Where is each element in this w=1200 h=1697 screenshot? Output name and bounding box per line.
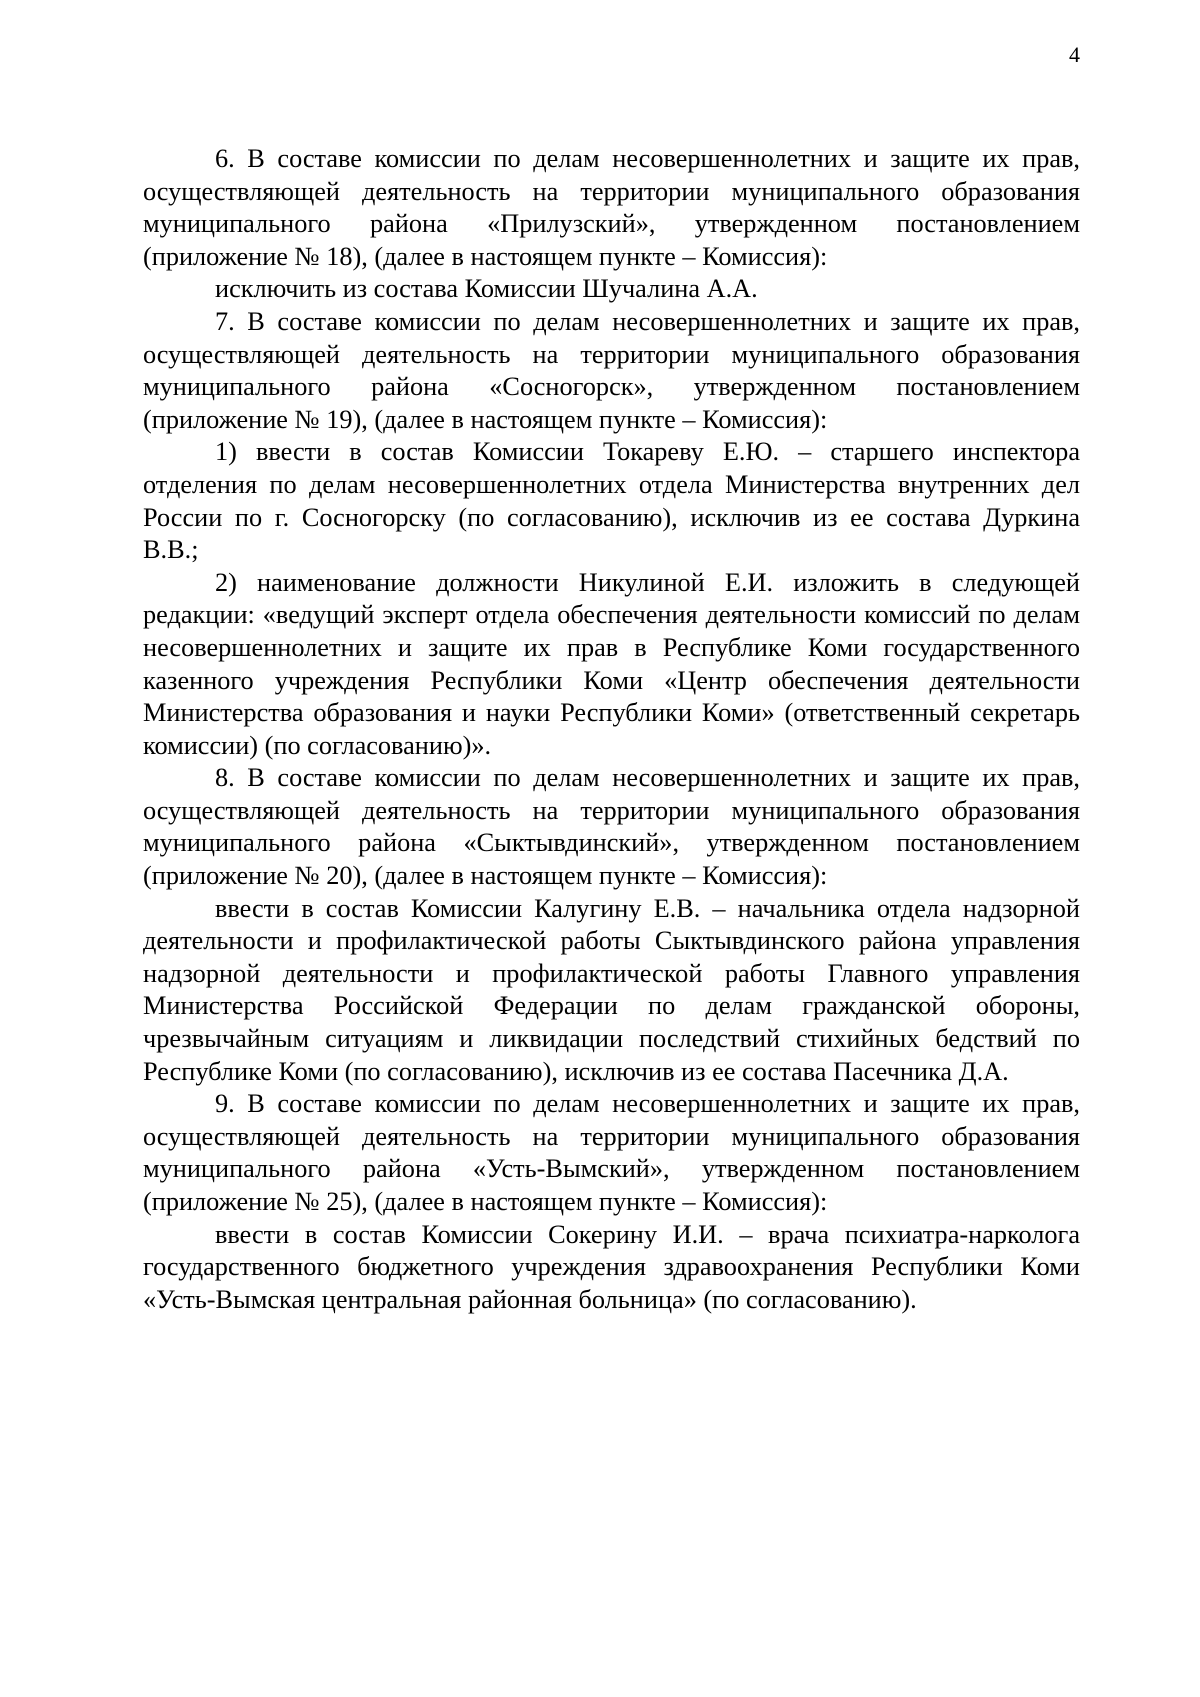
document-body bbox=[143, 143, 1080, 1316]
paragraph-8: 8. В составе комиссии по делам несовершеннолетних и защите их прав, осуществляющей деятельность на территории муниципального образования муниципального района «Сыктывдинский», утвержденном постановлением (приложение № 20), (далее в настоящем пункте – Комиссия): bbox=[143, 763, 1080, 891]
page-number: 4 bbox=[1069, 42, 1080, 67]
paragraph-7-item-1: 1) ввести в состав Комиссии Токареву Е.Ю. – старшего инспектора отделения по делам несовершеннолетних отдела Министерства внутренних дел России по г. Сосногорску (по согласованию), исключив из ее состава Дуркина В.В.; bbox=[143, 437, 1080, 565]
paragraph-7-item-2: 2) наименование должности Никулиной Е.И. изложить в следующей редакции: «ведущий эксперт отдела обеспечения деятельности комиссий по делам несовершеннолетних и защите их прав в Республике Коми государственного казенного учреждения Республики Коми «Центр обеспечения деятельности Министерства образования и науки Республики Коми» (ответственный секретарь комиссии) (по согласованию)». bbox=[143, 567, 1080, 760]
paragraph-6: 6. В составе комиссии по делам несовершеннолетних и защите их прав, осуществляющей деятельность на территории муниципального образования муниципального района «Прилузский», утвержденном постановлением (приложение № 18), (далее в настоящем пункте – Комиссия): bbox=[143, 144, 1080, 271]
paragraph-7: 7. В составе комиссии по делам несовершеннолетних и защите их прав, осуществляющей деятельность на территории муниципального образования муниципального района «Сосногорск», утвержденном постановлением (приложение № 19), (далее в настоящем пункте – Комиссия): bbox=[143, 306, 1080, 434]
paragraph-6-exclusion: исключить из состава Комиссии Шучалина А.А. bbox=[215, 274, 758, 304]
paragraph-9: 9. В составе комиссии по делам несовершеннолетних и защите их прав, осуществляющей деятельность на территории муниципального образования муниципального района «Усть-Вымский», утвержденном постановлением (приложение № 25), (далее в настоящем пункте – Комиссия): bbox=[143, 1089, 1080, 1216]
paragraph-8-inclusion: ввести в состав Комиссии Калугину Е.В. – начальника отдела надзорной деятельности и профилактической работы Сыктывдинского района управления надзорной деятельности и профилактической работы Главного управления Министерства Российской Федерации по делам гражданской обороны, чрезвычайным ситуациям и ликвидации последствий стихийных бедствий по Республике Коми (по согласованию), исключив из ее состава Пасечника Д.А. bbox=[143, 893, 1080, 1086]
paragraph-9-inclusion: ввести в состав Комиссии Сокерину И.И. – врача психиатра-нарколога государственного бюджетного учреждения здравоохранения Республики Коми «Усть-Вымская центральная районная больница» (по согласованию). bbox=[143, 1219, 1080, 1314]
